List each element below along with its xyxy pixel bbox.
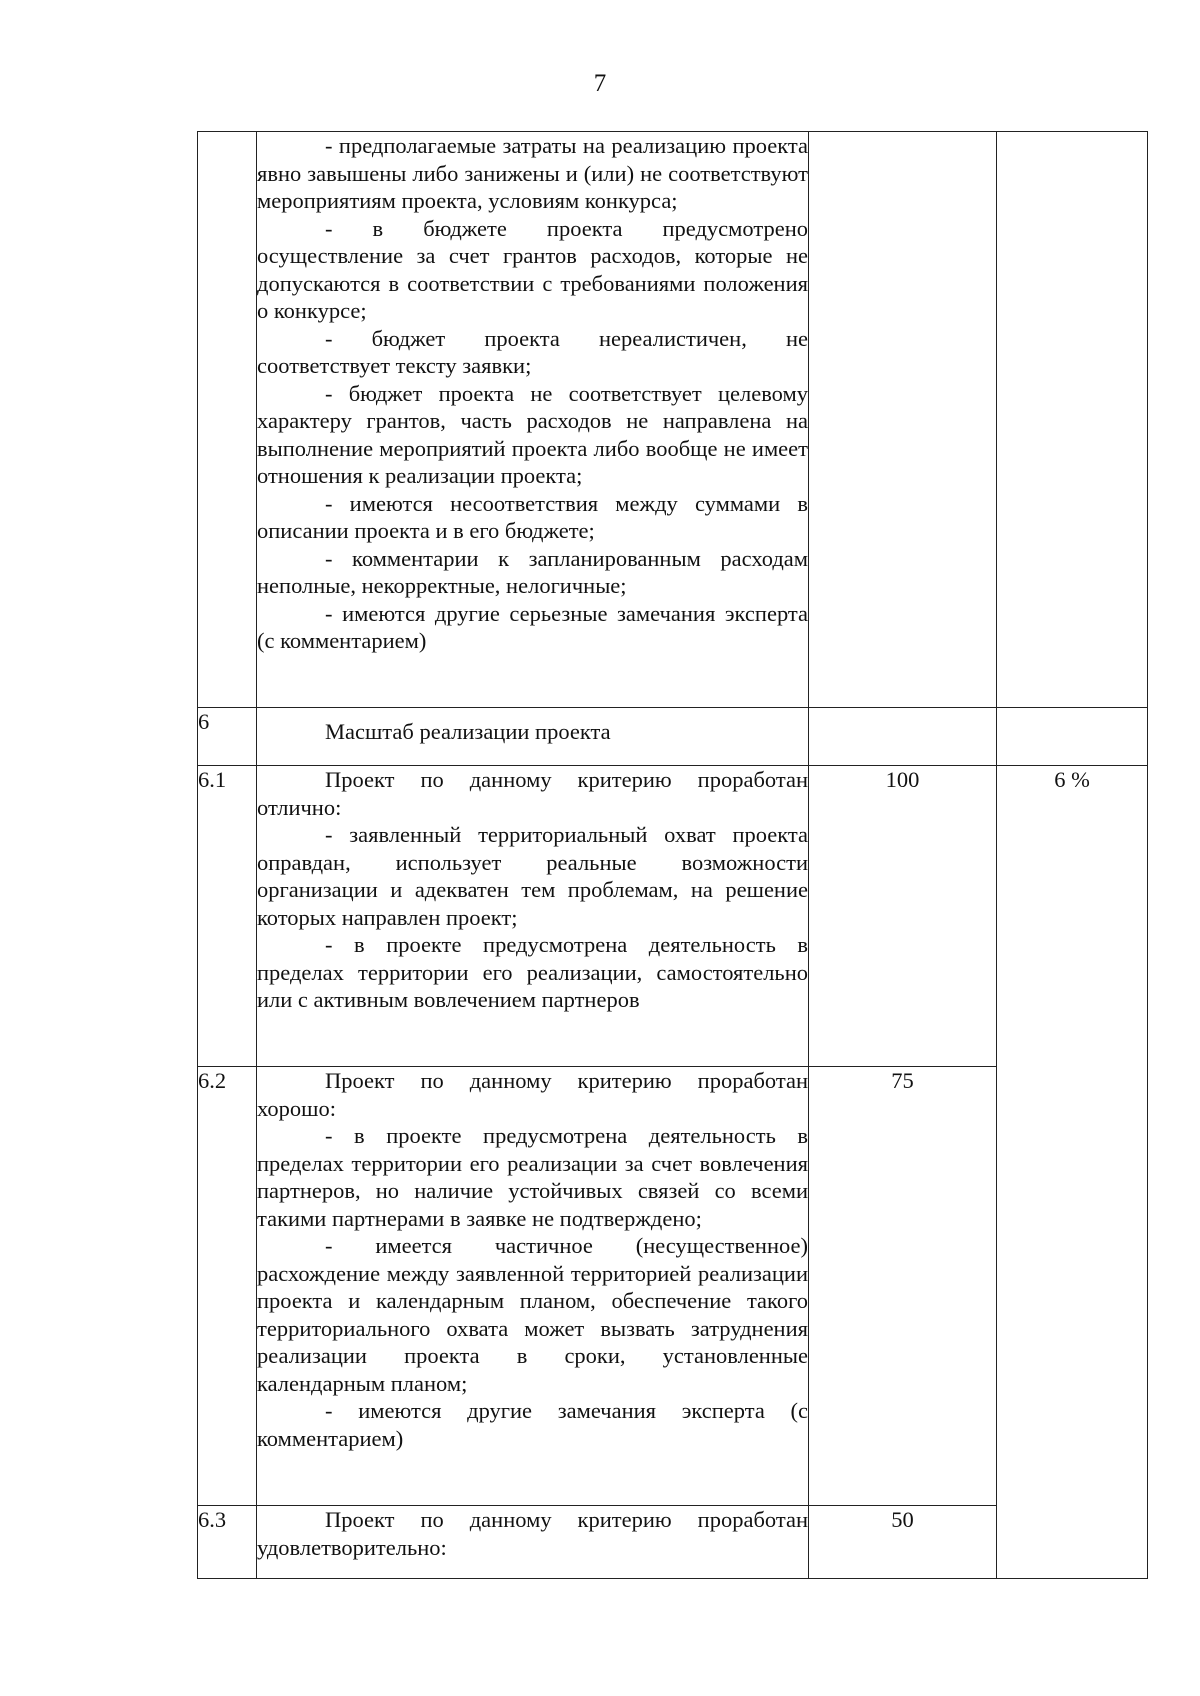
cell-points: 75	[809, 1067, 997, 1506]
cell-points: 50	[809, 1506, 997, 1579]
table-row-section-6	[198, 708, 1148, 766]
criterion-intro: Проект по данному критерию проработан удовлетворительно:	[257, 1507, 808, 1560]
cell-points: 100	[809, 766, 997, 1067]
cell-points	[809, 708, 997, 766]
cell-description	[257, 1506, 809, 1579]
cell-description	[257, 708, 809, 766]
row-number: 6.2	[198, 1067, 257, 1506]
cell-number	[198, 132, 257, 708]
cell-description	[257, 766, 809, 1067]
cell-description	[257, 132, 809, 708]
row-number: 6.3	[198, 1506, 257, 1579]
list-item: - имеются другие замечания эксперта (с комментарием)	[257, 1398, 808, 1451]
list-item: - имеются другие серьезные замечания эксперта (с комментарием)	[257, 600, 808, 653]
cell-weight	[997, 132, 1148, 708]
list-item: - комментарии к запланированным расходам неполные, некорректные, нелогичные;	[257, 545, 808, 598]
list-item: - имеются несоответствия между суммами в описании проекта и в его бюджете;	[257, 490, 808, 543]
section-title: Масштаб реализации проекта	[325, 719, 611, 744]
table-row-6-1	[198, 766, 1148, 1067]
page-number: 7	[593, 70, 607, 97]
cell-description	[257, 1067, 809, 1506]
table-row-continuation	[198, 132, 1148, 708]
criteria-table	[197, 131, 1148, 1579]
section-number: 6	[198, 708, 257, 766]
list-item: - в проекте предусмотрена деятельность в пределах территории его реализации, самостоятельно или с активным вовлечением партнеров	[257, 932, 808, 1012]
row-number: 6.1	[198, 766, 257, 1067]
list-item: - заявленный территориальный охват проекта оправдан, использует реальные возможности организации и адекватен тем проблемам, на решение которых направлен проект;	[257, 822, 808, 930]
cell-weight	[997, 708, 1148, 766]
criterion-intro: Проект по данному критерию проработан хорошо:	[257, 1068, 808, 1121]
list-item: - предполагаемые затраты на реализацию проекта явно завышены либо занижены и (или) не соответствуют мероприятиям проекта, условиям конкурса;	[257, 133, 808, 213]
list-item: - в бюджете проекта предусмотрено осуществление за счет грантов расходов, которые не допускаются в соответствии с требованиями положения о конкурсе;	[257, 215, 808, 323]
cell-points	[809, 132, 997, 708]
list-item: - в проекте предусмотрена деятельность в пределах территории его реализации за счет вовлечения партнеров, но наличие устойчивых связей со всеми такими партнерами в заявке не подтверждено;	[257, 1123, 808, 1231]
list-item: - бюджет проекта нереалистичен, не соответствует тексту заявки;	[257, 325, 808, 378]
list-item: - имеется частичное (несущественное) расхождение между заявленной территорией реализации проекта и календарным планом, обеспечение такого территориального охвата может вызвать затруднения реализации проекта в сроки, установленные календарным планом;	[257, 1233, 808, 1396]
cell-weight: 6 %	[997, 766, 1148, 1579]
criterion-intro: Проект по данному критерию проработан отлично:	[257, 767, 808, 820]
list-item: - бюджет проекта не соответствует целевому характеру грантов, часть расходов не направлена на выполнение мероприятий проекта либо вообще не имеет отношения к реализации проекта;	[257, 380, 808, 488]
